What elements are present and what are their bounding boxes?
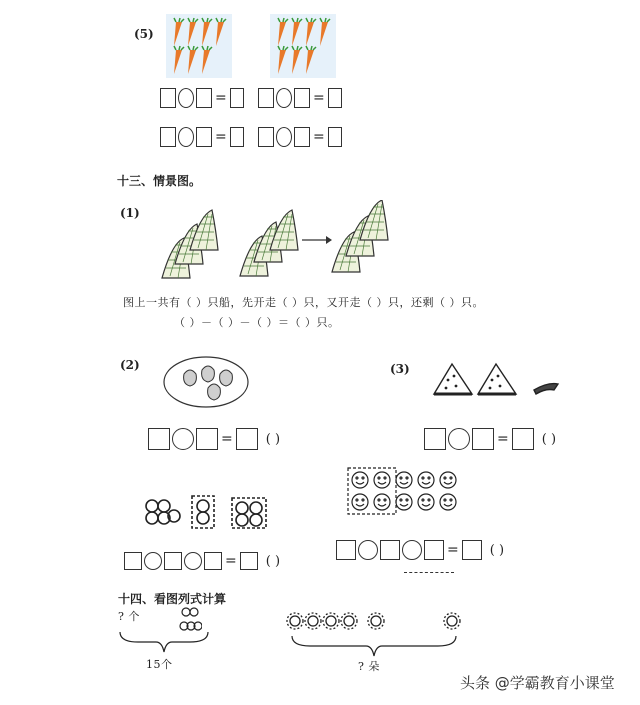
section-13-title: 十三、情景图。 xyxy=(117,174,202,188)
answer-box[interactable] xyxy=(512,428,534,450)
unit-blank[interactable]: ( ) xyxy=(541,431,557,447)
q1-sentence-2: （ ）－（ ）－（ ）＝（ ）只。 xyxy=(174,316,340,329)
equals-sign: = xyxy=(313,90,325,106)
carrot-group-left xyxy=(166,14,232,78)
q3-equation xyxy=(424,428,556,450)
operator-circle[interactable] xyxy=(172,428,194,450)
circle-groups-picture xyxy=(140,492,274,534)
section-14-title: 十四、看图列式计算 xyxy=(118,592,227,606)
left-question-count: ? 个 xyxy=(118,610,140,623)
carrot-group-right xyxy=(270,14,336,78)
operator-circle[interactable] xyxy=(402,540,422,560)
equals-sign: = xyxy=(221,431,233,447)
answer-box[interactable] xyxy=(294,88,310,108)
answer-box[interactable] xyxy=(328,127,342,147)
answer-box[interactable] xyxy=(124,552,142,570)
flowers-row xyxy=(284,610,464,632)
dashed-divider xyxy=(404,572,454,573)
q1-sentence-1: 图上一共有（ ）只船，先开走（ ）只，又开走（ ）只，还剩（ ）只。 xyxy=(123,296,484,309)
equals-sign: = xyxy=(215,129,227,145)
equals-sign: = xyxy=(497,431,509,447)
q2-label: (2) xyxy=(120,358,140,372)
q5-label: (5) xyxy=(134,27,154,41)
answer-box[interactable] xyxy=(230,127,244,147)
operator-circle[interactable] xyxy=(184,552,202,570)
answer-box[interactable] xyxy=(196,88,212,108)
answer-box[interactable] xyxy=(148,428,170,450)
answer-box[interactable] xyxy=(380,540,400,560)
answer-box[interactable] xyxy=(230,88,244,108)
answer-box[interactable] xyxy=(240,552,258,570)
smiley-faces-picture xyxy=(346,466,464,516)
operator-circle[interactable] xyxy=(448,428,470,450)
operator-circle[interactable] xyxy=(144,552,162,570)
answer-box[interactable] xyxy=(462,540,482,560)
q3b-equation xyxy=(336,540,504,560)
equals-sign: = xyxy=(215,90,227,106)
boats-picture xyxy=(150,200,390,282)
answer-box[interactable] xyxy=(424,428,446,450)
equals-sign: = xyxy=(313,129,325,145)
q5-equation-4 xyxy=(258,127,342,147)
left-total: 15个 xyxy=(146,658,173,671)
brace-right xyxy=(288,634,460,658)
q1-label: (1) xyxy=(120,206,140,220)
q3-label: (3) xyxy=(390,362,410,376)
answer-box[interactable] xyxy=(204,552,222,570)
unit-blank[interactable]: ( ) xyxy=(265,553,281,569)
watermelon-slices xyxy=(430,360,560,400)
answer-box[interactable] xyxy=(336,540,356,560)
q5-equation-2 xyxy=(258,88,342,108)
answer-box[interactable] xyxy=(328,88,342,108)
answer-box[interactable] xyxy=(258,127,274,147)
equals-sign: = xyxy=(225,553,237,569)
q5-equation-3 xyxy=(160,127,244,147)
operator-circle[interactable] xyxy=(178,88,194,108)
answer-box[interactable] xyxy=(258,88,274,108)
answer-box[interactable] xyxy=(196,127,212,147)
unit-blank[interactable]: ( ) xyxy=(489,542,505,558)
brace-left xyxy=(116,630,212,654)
answer-box[interactable] xyxy=(196,428,218,450)
answer-box[interactable] xyxy=(294,127,310,147)
q5-equation-1 xyxy=(160,88,244,108)
q2-equation xyxy=(148,428,280,450)
watermark: 头条 @学霸教育小课堂 xyxy=(460,674,615,692)
equals-sign: = xyxy=(447,542,459,558)
answer-box[interactable] xyxy=(472,428,494,450)
operator-circle[interactable] xyxy=(178,127,194,147)
right-total: ? 朵 xyxy=(358,660,380,673)
answer-box[interactable] xyxy=(236,428,258,450)
answer-box[interactable] xyxy=(160,127,176,147)
unit-blank[interactable]: ( ) xyxy=(265,431,281,447)
operator-circle[interactable] xyxy=(358,540,378,560)
answer-box[interactable] xyxy=(164,552,182,570)
answer-box[interactable] xyxy=(424,540,444,560)
operator-circle[interactable] xyxy=(276,127,292,147)
answer-box[interactable] xyxy=(160,88,176,108)
plate-of-figs xyxy=(162,354,250,410)
operator-circle[interactable] xyxy=(276,88,292,108)
q2b-equation xyxy=(124,552,280,570)
